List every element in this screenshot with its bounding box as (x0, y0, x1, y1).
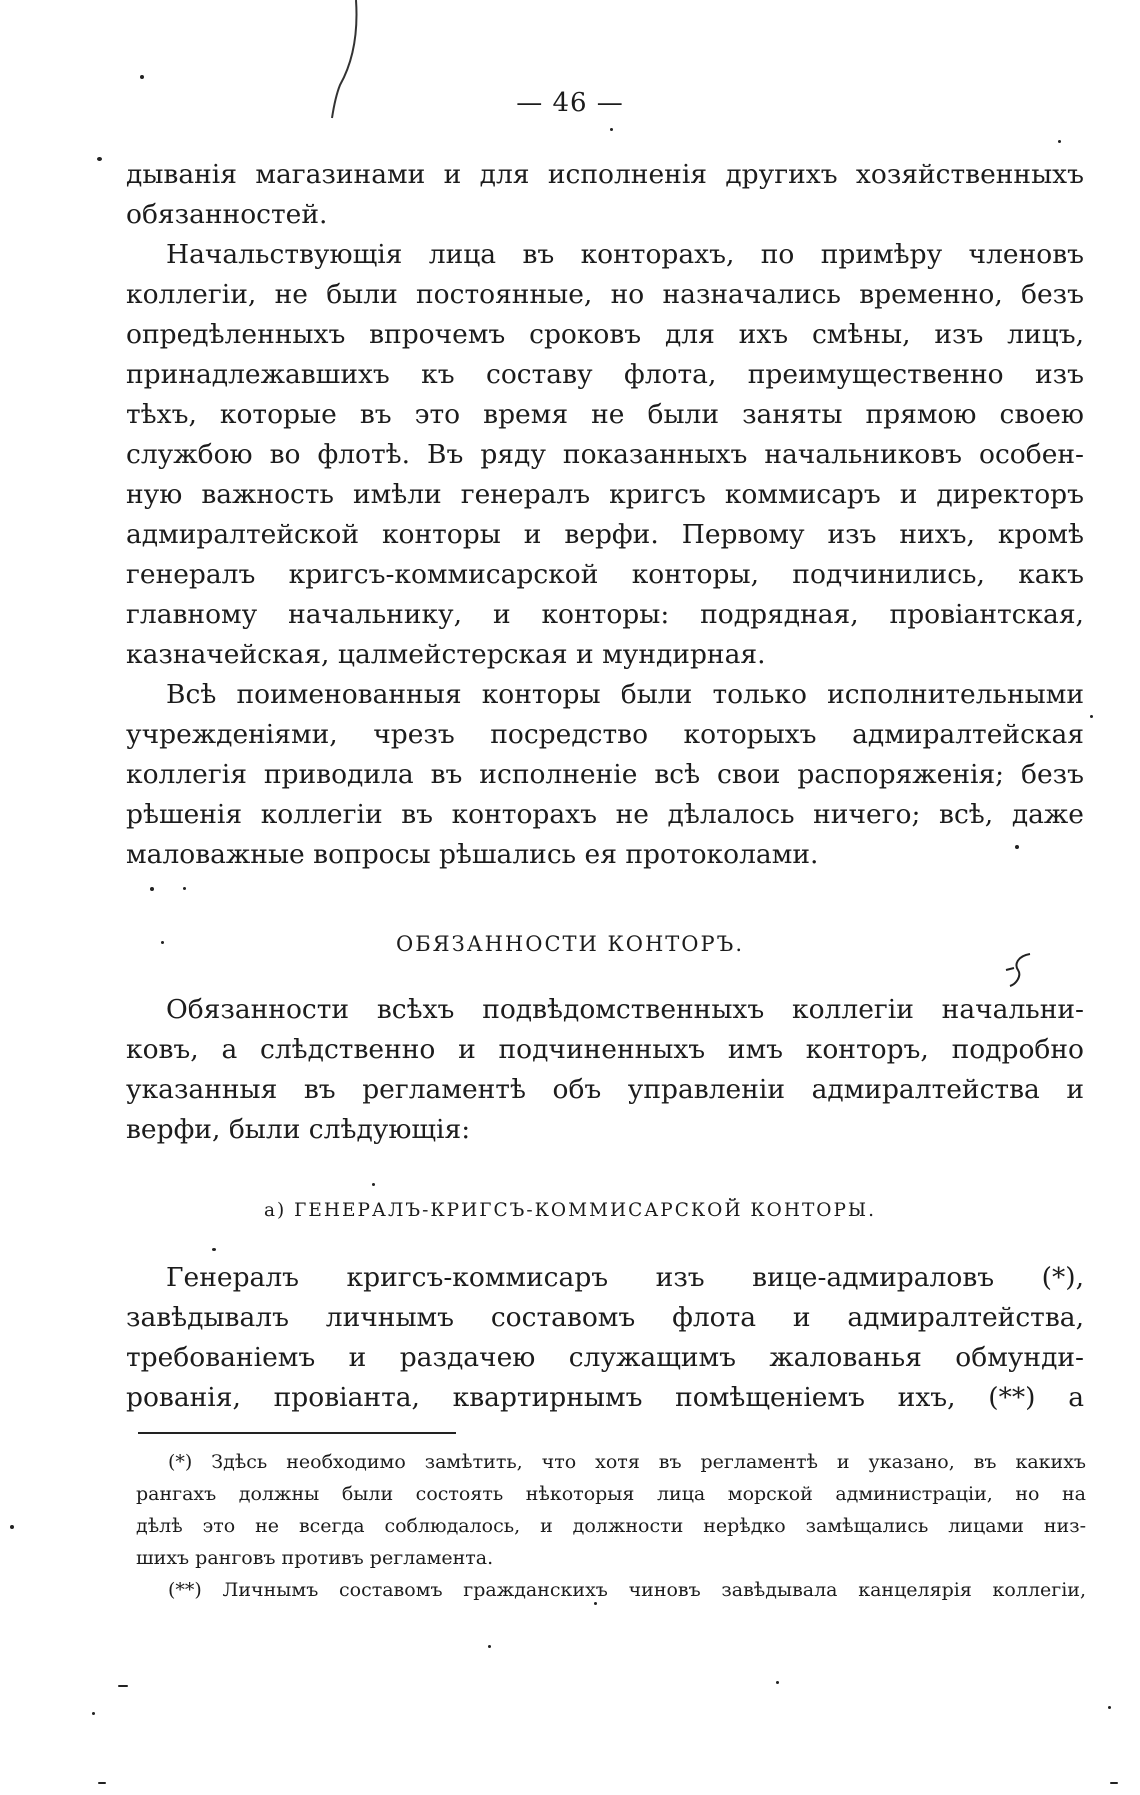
footnote-line: (**) Личнымъ составомъ гражданскихъ чиновъ завѣдывала канцелярія коллегіи, (168, 1579, 1086, 1601)
scan-speck (1090, 715, 1093, 718)
text-line: Начальствующія лица въ конторахъ, по примѣру членовъ (166, 239, 1084, 270)
scan-speck (140, 75, 144, 79)
paragraph-continuation (126, 155, 1084, 235)
scan-speck (10, 1525, 14, 1529)
footnote-line: шихъ ранговъ противъ регламента. (136, 1547, 494, 1569)
scan-speck (610, 128, 613, 131)
footnote-line: рангахъ должны были состоять нѣкоторыя лица морской администраціи, но на (136, 1483, 1086, 1505)
scan-speck (183, 887, 186, 890)
text-line: службою во флотѣ. Въ ряду показанныхъ начальниковъ особен- (126, 439, 1084, 470)
text-line: ную важность имѣли генералъ кригсъ коммисаръ и директоръ (126, 479, 1084, 510)
text-line: главному начальнику, и конторы: подрядная, провіантская, (126, 599, 1084, 630)
text-line: верфи, были слѣдующія: (126, 1114, 471, 1145)
footnote-line: (*) Здѣсь необходимо замѣтить, что хотя въ регламентѣ и указано, въ какихъ (168, 1451, 1086, 1473)
scan-speck (212, 1248, 216, 1251)
text-line: коллегіи, не были постоянные, но назначались временно, безъ (126, 279, 1084, 310)
section-heading: ОБЯЗАННОСТИ КОНТОРЪ. (396, 932, 744, 956)
footnote-line: дѣлѣ это не всегда соблюдалось, и должности нерѣдко замѣщались лицами низ- (136, 1515, 1086, 1537)
text-line: требованіемъ и раздачею служащимъ жалованья обмунди- (126, 1342, 1084, 1373)
paragraph-executive-offices (126, 675, 1084, 875)
text-line: указанныя въ регламентѣ объ управленіи адмиралтейства и (126, 1074, 1084, 1105)
text-line: завѣдывалъ личнымъ составомъ флота и адмиралтейства, (126, 1302, 1084, 1333)
text-line: адмиралтейской конторы и верфи. Первому изъ нихъ, кромѣ (126, 519, 1084, 550)
page-number: — 46 — (516, 88, 624, 118)
scan-speck (776, 1681, 779, 1684)
text-line: опредѣленныхъ впрочемъ сроковъ для ихъ смѣны, изъ лицъ, (126, 319, 1084, 350)
scan-speck (97, 157, 102, 161)
text-line: дыванія магазинами и для исполненія другихъ хозяйственныхъ (126, 159, 1084, 190)
text-line: Генералъ кригсъ-коммисаръ изъ вице-адмираловъ (*), (166, 1262, 1084, 1293)
text-line: казначейская, цалмейстерская и мундирная. (126, 639, 766, 670)
text-line: генералъ кригсъ-коммисарской конторы, подчинились, какъ (126, 559, 1084, 590)
scan-speck (488, 1645, 491, 1648)
text-line: ковъ, а слѣдственно и подчиненныхъ имъ конторъ, подробно (126, 1034, 1084, 1065)
paragraph-duties-intro (126, 990, 1084, 1150)
scan-speck (1108, 1706, 1111, 1709)
text-line: рѣшенія коллегіи въ конторахъ не дѣлалось ничего; всѣ, даже (126, 799, 1084, 830)
subsection-heading: а) ГЕНЕРАЛЪ-КРИГСЪ-КОММИСАРСКОЙ КОНТОРЫ. (263, 1200, 877, 1221)
scan-speck (118, 1685, 128, 1687)
text-line: принадлежавшихъ къ составу флота, преимущественно изъ (126, 359, 1084, 390)
text-line: коллегія приводила въ исполненіе всѣ свои распоряженія; безъ (126, 759, 1084, 790)
footnotes (136, 1446, 1086, 1606)
scan-mark-squiggle (1000, 950, 1040, 990)
scan-speck (98, 1782, 106, 1784)
text-line: тѣхъ, которые въ это время не были заняты прямою своею (126, 399, 1084, 430)
scan-speck (150, 887, 154, 891)
text-line: Всѣ поименованныя конторы были только исполнительными (166, 679, 1084, 710)
text-line: Обязанности всѣхъ подвѣдомственныхъ коллегіи начальни- (166, 994, 1084, 1025)
paragraph-officials (126, 235, 1084, 675)
text-line: рованія, провіанта, квартирнымъ помѣщеніемъ ихъ, (**) а (126, 1382, 1084, 1413)
scan-speck (1058, 140, 1061, 143)
scan-speck (92, 1712, 95, 1715)
footnote-divider (138, 1432, 456, 1434)
text-line: учрежденіями, чрезъ посредство которыхъ адмиралтейская (126, 719, 1084, 750)
scan-speck (372, 1183, 375, 1186)
paragraph-general-commissar (126, 1258, 1084, 1418)
text-line: обязанностей. (126, 199, 328, 230)
text-line: маловажные вопросы рѣшались ея протоколами. (126, 839, 819, 870)
scan-speck (1110, 1782, 1118, 1784)
